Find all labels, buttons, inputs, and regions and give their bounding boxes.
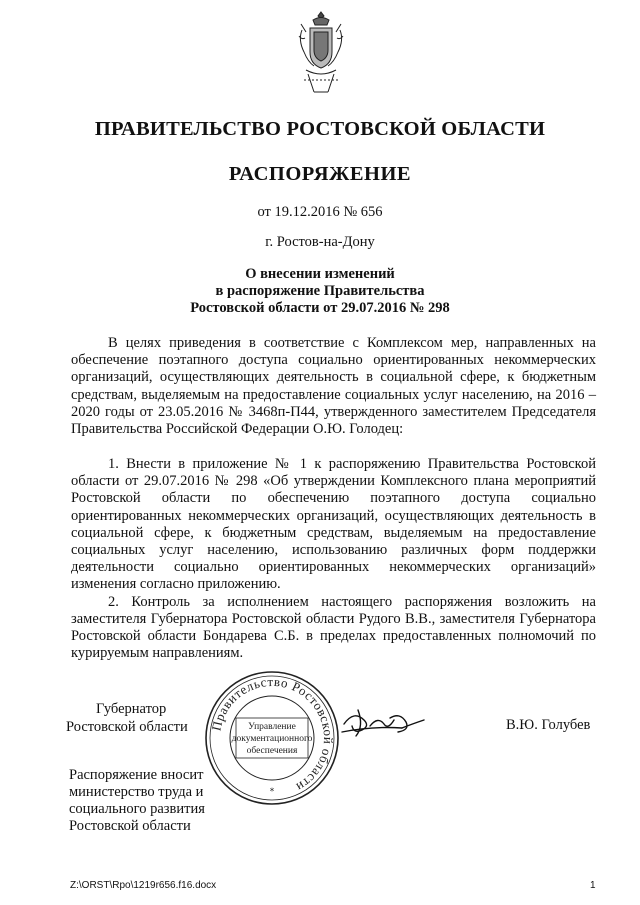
document-subject — [0, 266, 640, 317]
signatory-position-line-1: Губернатор — [96, 701, 167, 717]
seal-line-3: обеспечения — [246, 746, 298, 756]
document-date-number: от 19.12.2016 № 656 — [257, 204, 383, 220]
organization-title: ПРАВИТЕЛЬСТВО РОСТОВСКОЙ ОБЛАСТИ — [94, 118, 546, 140]
item-2: 2. Контроль за исполнением настоящего распоряжения возложить на заместителя Губернатора Ростовской области Рудого В.В., заместителя Губернатора Ростовской области Бондарева С.Б. в пределах предоставленных полномочий по курируемым направлениям. — [71, 593, 596, 662]
subject-line: Ростовской области от 29.07.2016 № 298 — [190, 300, 450, 316]
footer-page-number: 1 — [590, 880, 596, 891]
seal-line-1: Управление — [248, 722, 296, 732]
resolution-items — [71, 456, 596, 662]
footer-file-path: Z:\ORST\Rpo\1219r656.f16.docx — [70, 880, 217, 891]
subject-line: О внесении изменений — [245, 266, 395, 282]
document-city: г. Ростов-на-Дону — [265, 234, 375, 250]
signatory-name: В.Ю. Голубев — [506, 717, 591, 733]
subject-line: в распоряжение Правительства — [215, 283, 425, 299]
prepared-by-line: Ростовской области — [69, 818, 191, 834]
document-type: РАСПОРЯЖЕНИЕ — [228, 163, 412, 185]
preamble-text: В целях приведения в соответствие с Комплексом мер, направленных на обеспечение поэтапного доступа социально ориентированных некоммерческих организаций, осуществляющих деятельность в социальной сфере, к бюджетным средствам, выделяемым на предоставление социальных услуг населению, на 2016 – 2020 годы от 23.05.2016 № 3468п-П44, утвержденного заместителем Председателя Правительства Российской Федерации О.Ю. Голодец: — [71, 335, 596, 438]
item-1: 1. Внести в приложение № 1 к распоряжению Правительства Ростовской области от 29.07.2016 № 298 «Об утверждении Комплексного плана мероприятий Ростовской области по обеспечению поэтапного доступа социально ориентированных некоммерческих организаций, осуществляющих деятельность в социальной сфере, к бюджетным средствам, выделяемым на предоставление социальных услуг населению, использованию различных форм поддержки деятельности социально ориентированных некоммерческих организаций» изменения согласно приложению. — [71, 456, 596, 593]
prepared-by-line: министерство труда и — [69, 784, 204, 800]
svg-text:*: * — [269, 787, 275, 797]
seal-line-2: документационного — [231, 734, 313, 744]
official-seal-icon — [202, 668, 342, 808]
prepared-by-line: Распоряжение вносит — [69, 767, 204, 783]
signatory-position — [66, 700, 188, 736]
signatory-position-line-2: Ростовской области — [66, 719, 188, 735]
handwritten-signature-icon — [340, 702, 432, 742]
prepared-by-line: социального развития — [69, 801, 205, 817]
seal-ring-text: Правительство Ростовской области — [208, 673, 337, 796]
prepared-by — [69, 767, 205, 835]
preamble-paragraph — [71, 335, 596, 438]
coat-of-arms-icon — [296, 10, 346, 102]
